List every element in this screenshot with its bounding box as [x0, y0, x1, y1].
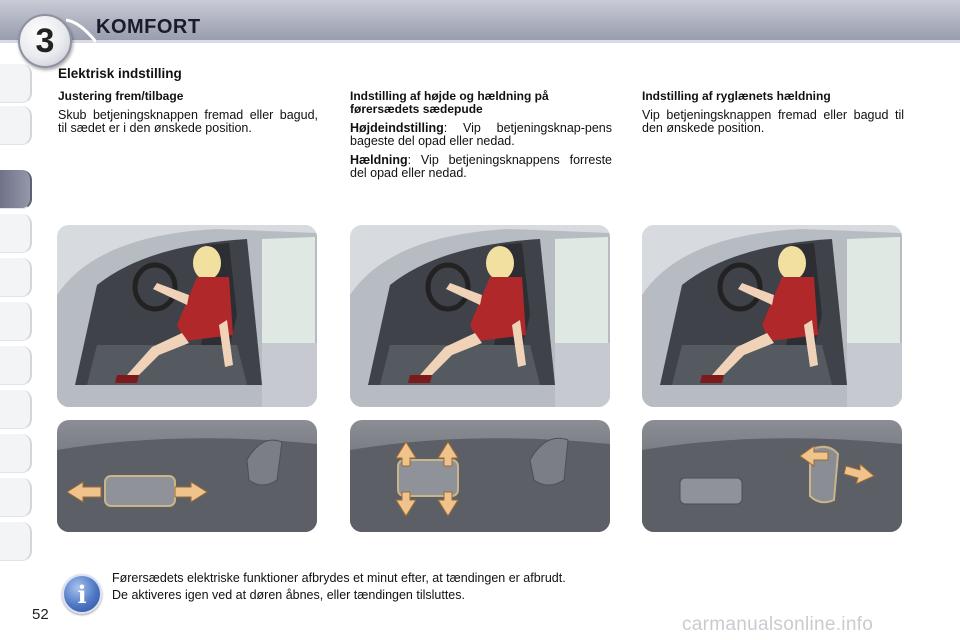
section-title: Elektrisk indstilling — [58, 66, 182, 81]
chapter-tab-2[interactable] — [0, 106, 32, 145]
column-paragraph: Skub betjeningsknappen fremad eller bagud, til sædet er i den ønskede position. — [58, 108, 318, 135]
chapter-tab-4[interactable] — [0, 214, 32, 253]
column-heading: Indstilling af højde og hældning på førersædets sædepude — [350, 89, 549, 116]
header-divider — [0, 40, 960, 43]
driver-seat-photo-1 — [57, 225, 317, 407]
seat-control-detail-height-tilt — [350, 420, 610, 532]
info-line-2: De aktiveres igen ved at døren åbnes, eller tændingen tilsluttes. — [112, 588, 465, 602]
seat-control-detail-fore-aft — [57, 420, 317, 532]
column-heading: Justering frem/tilbage — [58, 89, 184, 103]
chapter-tab-7[interactable] — [0, 346, 32, 385]
column-heading: Indstilling af ryglænets hældning — [642, 89, 831, 103]
chapter-tab-3[interactable] — [0, 170, 32, 209]
chapter-tab-8[interactable] — [0, 390, 32, 429]
info-icon: i — [62, 574, 102, 614]
chapter-tab-11[interactable] — [0, 522, 32, 561]
chapter-badge: 3 — [18, 14, 72, 68]
watermark: carmanualsonline.info — [682, 614, 874, 635]
chapter-title: KOMFORT — [96, 16, 201, 38]
chapter-tab-strip — [0, 64, 36, 574]
info-note — [112, 570, 566, 604]
column-paragraph: Hældning: Vip betjeningsknappens forreste del opad eller nedad. — [350, 153, 612, 180]
chapter-tab-10[interactable] — [0, 478, 32, 517]
column-paragraph: Vip betjeningsknappen fremad eller bagud til den ønskede position. — [642, 108, 904, 135]
column-paragraph: Højdeindstilling: Vip betjeningsknap-pens bageste del opad eller nedad. — [350, 121, 612, 148]
driver-seat-photo-2 — [350, 225, 610, 407]
page-number: 52 — [32, 606, 49, 623]
info-line-1: Førersædets elektriske funktioner afbrydes et minut efter, at tændingen er afbrudt. — [112, 571, 566, 585]
column-height-tilt — [350, 90, 612, 186]
driver-seat-photo-3 — [642, 225, 902, 407]
column-backrest — [642, 90, 904, 141]
chapter-tab-9[interactable] — [0, 434, 32, 473]
chapter-tab-5[interactable] — [0, 258, 32, 297]
chapter-tab-6[interactable] — [0, 302, 32, 341]
column-fore-aft — [58, 90, 318, 141]
seat-control-detail-backrest — [642, 420, 902, 532]
chapter-tab-1[interactable] — [0, 64, 32, 103]
